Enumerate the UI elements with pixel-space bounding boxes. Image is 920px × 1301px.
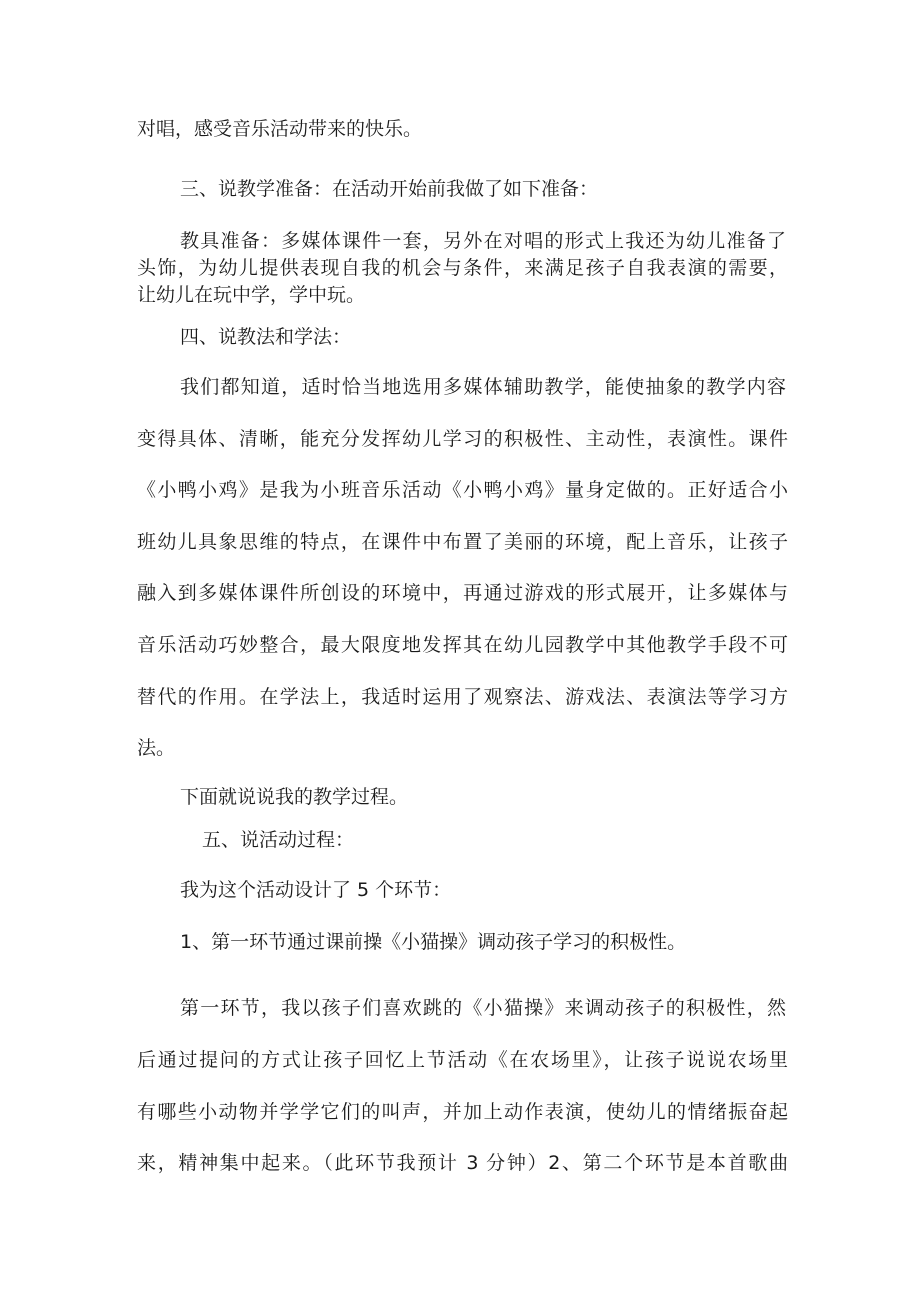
- text-line: 对唱，感受音乐活动带来的快乐。: [137, 118, 423, 140]
- text-line: 1、第一环节通过课前操《小猫操》调动孩子学习的积极性。: [180, 931, 687, 953]
- text-line: 融入到多媒体课件所创设的环境中，再通过游戏的形式展开，让多媒体与: [137, 582, 788, 604]
- section-heading: 四、说教法和学法：: [180, 326, 352, 348]
- text-line: 让幼儿在玩中学，学中玩。: [137, 284, 366, 306]
- text-line: 替代的作用。在学法上，我适时运用了观察法、游戏法、表演法等学习方: [137, 686, 788, 708]
- text-line: 我们都知道，适时恰当地选用多媒体辅助教学，能使抽象的教学内容: [180, 376, 786, 398]
- text-line: 教具准备：多媒体课件一套，另外在对唱的形式上我还为幼儿准备了: [180, 230, 786, 252]
- text-line: 班幼儿具象思维的特点，在课件中布置了美丽的环境，配上音乐，让孩子: [137, 531, 788, 553]
- text-line: 《小鸭小鸡》是我为小班音乐活动《小鸭小鸡》量身定做的。正好适合小: [137, 479, 788, 501]
- section-heading: 三、说教学准备：在活动开始前我做了如下准备：: [180, 178, 599, 200]
- text-line: 法。: [137, 737, 176, 759]
- text-line: 后通过提问的方式让孩子回忆上节活动《在农场里》，让孩子说说农场里: [137, 1049, 788, 1071]
- text-line: 头饰，为幼儿提供表现自我的机会与条件，来满足孩子自我表演的需要，: [137, 257, 788, 279]
- text-line: 有哪些小动物并学学它们的叫声，并加上动作表演，使幼儿的情绪振奋起: [137, 1101, 788, 1123]
- text-line: 音乐活动巧妙整合，最大限度地发挥其在幼儿园教学中其他教学手段不可: [137, 634, 788, 656]
- text-line: 下面就说说我的教学过程。: [180, 786, 409, 808]
- text-line: 我为这个活动设计了 5 个环节：: [180, 879, 452, 901]
- text-line: 来，精神集中起来。（此环节我预计 3 分钟）2、第二个环节是本首歌曲: [137, 1152, 788, 1174]
- text-line: 第一环节，我以孩子们喜欢跳的《小猫操》来调动孩子的积极性，然: [180, 997, 786, 1019]
- section-heading: 五、说活动过程：: [202, 829, 355, 851]
- text-line: 变得具体、清晰，能充分发挥幼儿学习的积极性、主动性，表演性。课件: [137, 428, 788, 450]
